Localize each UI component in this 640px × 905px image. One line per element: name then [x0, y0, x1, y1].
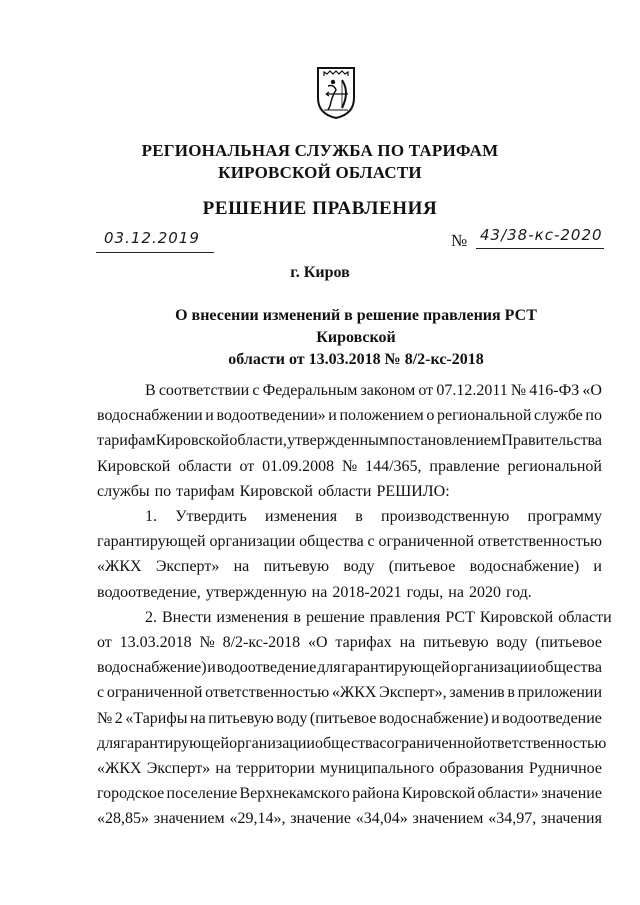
body-word: 8/2-кс-2018 [222, 634, 301, 651]
body-word: организации [450, 659, 537, 677]
subject-line-2: области от 13.03.2018 № 8/2-кс-2018 [228, 351, 484, 368]
body-word: приложении [517, 684, 602, 702]
body-word: области [317, 482, 372, 500]
body-word: территории [236, 760, 315, 777]
body-word: водоснабжение) [379, 709, 489, 727]
body-word: № [97, 709, 113, 727]
document-number: 43/38-кс-2020 [480, 226, 603, 244]
body-word: тарифам [97, 432, 156, 450]
body-word: Эксперт» [146, 760, 211, 777]
body-word: с [367, 533, 375, 551]
body-line [97, 529, 602, 554]
body-word: общества [315, 734, 380, 752]
body-line [97, 706, 602, 731]
body-word: № [510, 382, 527, 399]
body-word: тарифах [335, 634, 392, 651]
body-word: заменив [449, 684, 505, 702]
body-word: и [205, 407, 214, 425]
body-word: «О [308, 634, 328, 651]
body-line [97, 479, 602, 504]
body-word: на [190, 709, 206, 727]
document-type-heading: РЕШЕНИЕ ПРАВЛЕНИЯ [202, 198, 438, 219]
body-word: значения [540, 810, 602, 828]
body-word: Правительства [501, 432, 602, 450]
body-word: Утвердить [175, 508, 247, 525]
body-word: изменения [265, 508, 338, 525]
number-sign: № [451, 231, 468, 250]
body-word: «34,97, [488, 810, 537, 828]
body-word: ответственностью [482, 734, 607, 752]
body-word: (питьевое [388, 558, 456, 576]
body-word: постановлением [389, 432, 502, 450]
body-word: области [178, 457, 232, 475]
body-word: общества [299, 533, 364, 551]
body-word: 416-ФЗ [529, 382, 580, 399]
body-word: 01.09.2008 [262, 457, 335, 475]
body-line [97, 781, 602, 806]
body-word: и [328, 407, 337, 425]
body-line [97, 756, 602, 781]
body-word: водоотведение, [97, 583, 201, 601]
body-word: ответственностью [477, 533, 602, 551]
body-word: Эксперт» [155, 558, 220, 576]
body-word: 07.12.2011 [436, 382, 508, 399]
body-word: гарантирующей [97, 533, 206, 551]
body-word: на [311, 583, 328, 601]
body-word: Внести [162, 608, 212, 626]
body-word: области» [477, 785, 539, 803]
body-word: 2018-2021 [332, 583, 402, 601]
body-word: общества [537, 659, 602, 677]
body-word: ограниченной [386, 734, 483, 752]
body-word: муниципального [319, 760, 435, 777]
body-word: организации [229, 734, 315, 752]
body-word: ограниченной [106, 684, 203, 702]
body-word: области [558, 608, 612, 626]
org-name-line1: РЕГИОНАЛЬНАЯ СЛУЖБА ПО ТАРИФАМ [141, 141, 499, 160]
body-line [97, 454, 602, 479]
body-word: Кировской [97, 457, 171, 475]
body-word: Эксперт», [379, 684, 447, 702]
body-word: организации [209, 533, 296, 551]
body-word: региональной [436, 407, 532, 425]
subject-line-1: О внесении изменений в решение правления РСТ Кировской [175, 307, 537, 346]
body-word: РСТ [445, 608, 475, 626]
body-word: 2 [114, 709, 123, 727]
body-word: программу [527, 508, 602, 525]
body-word: поселение [166, 785, 238, 803]
body-word: 2020 [468, 583, 501, 601]
body-word: воду [276, 709, 308, 727]
body-line [97, 554, 602, 579]
body-word: от [418, 382, 434, 399]
body-word: изменения [216, 608, 289, 626]
body-line [97, 806, 602, 831]
document-date: 03.12.2019 [104, 229, 200, 247]
body-word: «28,85» [97, 810, 149, 828]
body-word: водоснабжении [97, 407, 203, 425]
body-word: годы, [406, 583, 444, 601]
body-word: «ЖКХ [97, 760, 142, 777]
body-word: в [507, 684, 515, 702]
body-line [145, 504, 602, 529]
body-word: законом [360, 382, 416, 399]
body-word: и [593, 558, 602, 576]
body-word: по [154, 482, 172, 500]
body-line [97, 731, 607, 756]
body-word: Верхнекамского [239, 785, 350, 803]
coat-of-arms-emblem [316, 66, 356, 120]
body-word: региональной [507, 457, 602, 475]
body-word: Кировской [479, 608, 554, 626]
body-word: ограниченной [378, 533, 475, 551]
body-word: водоотведение [502, 709, 602, 727]
body-line [97, 655, 602, 680]
body-word: «34,04» [355, 810, 408, 828]
body-word: значение [290, 810, 351, 828]
body-word: значением [153, 810, 225, 828]
body-word: образования [439, 760, 524, 777]
body-word: о [426, 407, 435, 425]
body-word: «ЖКХ [331, 684, 377, 702]
body-word: 13.03.2018 [119, 634, 192, 651]
org-name-line2: КИРОВСКОЙ ОБЛАСТИ [218, 163, 422, 182]
body-word: ответственностью [205, 684, 330, 702]
body-word: службе [534, 407, 583, 425]
body-line [97, 428, 602, 453]
body-line [97, 580, 602, 605]
body-word: «Тарифы [125, 709, 188, 727]
body-word: 1. [145, 508, 157, 525]
body-word: и [491, 709, 500, 727]
body-word: 2. [145, 608, 157, 626]
body-word: Федеральным [262, 382, 358, 399]
body-word: «ЖКХ [97, 558, 142, 576]
body-word: значением [412, 810, 484, 828]
body-line [145, 378, 602, 403]
body-word: «О [582, 382, 602, 399]
body-word: от [97, 634, 112, 651]
body-word: питьевую [208, 709, 274, 727]
body-word: воду [343, 558, 375, 576]
body-word: Кировской [239, 482, 313, 500]
body-word: питьевую [263, 558, 330, 576]
body-word: области, [229, 432, 287, 450]
body-word: водоснабжение) [97, 659, 207, 677]
body-word: на [399, 634, 416, 651]
body-word: «29,14», [229, 810, 286, 828]
body-word: воду [496, 634, 528, 651]
body-line [97, 680, 602, 705]
body-word: городское [97, 785, 165, 803]
body-word: год. [505, 583, 532, 601]
body-word: утвержденную [205, 583, 307, 601]
body-word: от [239, 457, 255, 475]
body-word: В [145, 382, 156, 399]
body-word: района [352, 785, 400, 803]
body-word: на [215, 760, 232, 777]
body-word: утвержденным [287, 432, 390, 450]
body-word: с [252, 382, 260, 399]
body-word: водоотведении» [216, 407, 326, 425]
body-word: правления [369, 608, 441, 626]
body-word: 144/365, [365, 457, 422, 475]
body-word: № [341, 457, 358, 475]
body-word: с [379, 734, 387, 752]
body-word: на [448, 583, 464, 601]
body-word: положением [339, 407, 424, 425]
body-word: Кировской [155, 432, 230, 450]
body-word: с [97, 684, 105, 702]
body-word: значение [541, 785, 602, 803]
body-word: РЕШИЛО: [376, 482, 450, 500]
body-word: службы [97, 482, 150, 500]
body-word: гарантирующей [341, 659, 450, 677]
body-word: тарифам [176, 482, 235, 500]
body-word: (питьевое [309, 709, 377, 727]
body-word: соответствии [158, 382, 250, 399]
body-word: Рудничное [528, 760, 602, 777]
body-line [97, 403, 602, 428]
body-word: в [355, 508, 363, 525]
body-word: гарантирующей [120, 734, 230, 752]
body-word: решение [305, 608, 365, 626]
body-word: (питьевое [535, 634, 602, 651]
city-line: г. Киров [290, 264, 350, 281]
body-word: водоснабжение) [469, 558, 580, 576]
body-word: на [233, 558, 250, 576]
body-word: водоотведение [216, 659, 317, 677]
body-word: правление [429, 457, 500, 475]
body-word: производственную [381, 508, 510, 525]
body-word: для [97, 734, 121, 752]
document-subject [140, 305, 572, 371]
body-word: в [293, 608, 301, 626]
body-word: и [207, 659, 216, 677]
body-line [145, 605, 612, 630]
body-word: для [317, 659, 341, 677]
body-word: Кировской [401, 785, 476, 803]
body-line [97, 630, 602, 655]
body-word: питьевую [423, 634, 489, 651]
body-word: № [199, 634, 215, 651]
number-underline [476, 248, 604, 249]
body-word: по [585, 407, 602, 425]
